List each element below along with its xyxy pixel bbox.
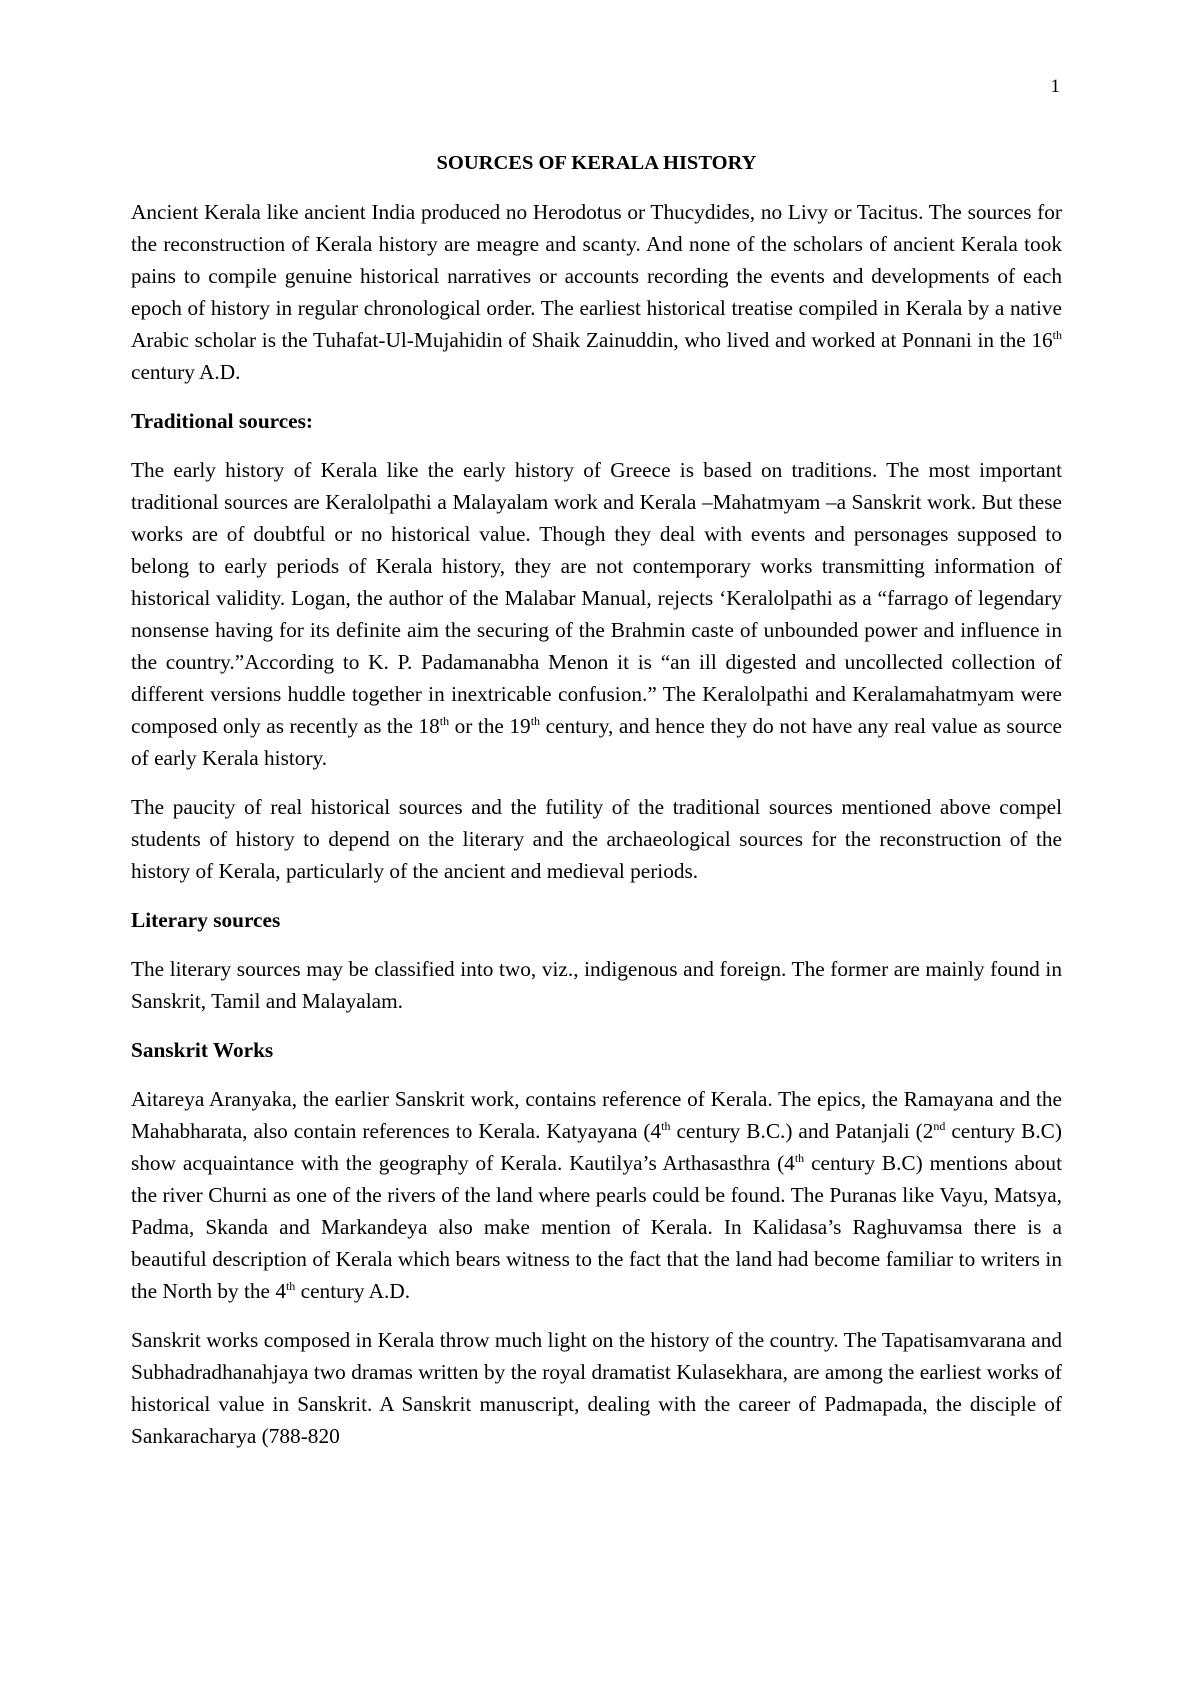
sanskrit-text-1: Aitareya Aranyaka, the earlier Sanskrit work, contains reference of Kerala. The epics, the Ramayana and the Mahabharata, also contain references to Kerala. Katyayana (4	[131, 1087, 1062, 1143]
superscript: th	[285, 1279, 296, 1293]
page-number: 1	[1050, 76, 1060, 97]
intro-text-2: century A.D.	[131, 360, 241, 384]
superscript: nd	[933, 1119, 946, 1133]
sanskrit-text-5: century A.D.	[295, 1279, 411, 1303]
intro-text-1: Ancient Kerala like ancient India produced no Herodotus or Thucydides, no Livy or Tacitus. The sources for the reconstruction of Kerala history are meagre and scanty. And none of the scholars of ancient Kerala took pains to compile genuine historical narratives or accounts recording the events and developments of each epoch of history in regular chronological order. The earliest historical treatise compiled in Kerala by a native Arabic scholar is the Tuhafat-Ul-Mujahidin of Shaik Zainuddin, who lived and worked at Ponnani in the 16	[131, 200, 1062, 352]
superscript: th	[794, 1151, 805, 1165]
heading-sanskrit-works: Sanskrit Works	[131, 1038, 274, 1062]
sanskrit-text-3: century B.C) show acquaintance with the geography of Kerala. Kautilya’s Arthasasthra (4	[131, 1119, 1062, 1175]
sanskrit-paragraph-2: Sanskrit works composed in Kerala throw much light on the history of the country. The Tapatisamvarana and Subhadradhanahjaya two dramas written by the royal dramatist Kulasekhara, are among the earliest works of historical value in Sanskrit. A Sanskrit manuscript, dealing with the career of Padmapada, the disciple of Sankaracharya (788-820	[131, 1328, 1062, 1448]
superscript: th	[661, 1119, 671, 1133]
superscript: th	[439, 714, 450, 728]
traditional-text-3: century, and hence they do not have any real value as source of early Kerala history.	[131, 714, 1062, 770]
sanskrit-text-2: century B.C.) and Patanjali (2	[670, 1119, 934, 1143]
traditional-paragraph-1	[131, 454, 1062, 774]
traditional-text-1: The early history of Kerala like the early history of Greece is based on traditions. The most important traditional sources are Keralolpathi a Malayalam work and Kerala –Mahatmyam –a Sanskrit work. But these works are of doubtful or no historical value. Though they deal with events and personages supposed to belong to early periods of Kerala history, they are not contemporary works transmitting information of historical validity. Logan, the author of the Malabar Manual, rejects ‘Keralolpathi as a “farrago of legendary nonsense having for its definite aim the securing of the Brahmin caste of unbounded power and influence in the country.”According to K. P. Padamanabha Menon it is “an ill digested and uncollected collection of different versions huddle together in inextricable confusion.” The Keralolpathi and Keralamahatmyam were composed only as recently as the 18	[131, 458, 1062, 738]
superscript: th	[530, 714, 541, 728]
traditional-paragraph-2: The paucity of real historical sources and the futility of the traditional sources mentioned above compel students of history to depend on the literary and the archaeological sources for the reconstruction of the history of Kerala, particularly of the ancient and medieval periods.	[131, 795, 1062, 883]
literary-paragraph: The literary sources may be classified into two, viz., indigenous and foreign. The former are mainly found in Sanskrit, Tamil and Malayalam.	[131, 957, 1062, 1013]
heading-traditional-sources: Traditional sources:	[131, 409, 314, 433]
intro-paragraph	[131, 196, 1062, 388]
superscript: th	[1052, 328, 1062, 342]
sanskrit-text-4: century B.C) mentions about the river Churni as one of the rivers of the land where pearls could be found. The Puranas like Vayu, Matsya, Padma, Skanda and Markandeya also make mention of Kerala. In Kalidasa’s Raghuvamsa there is a beautiful description of Kerala which bears witness to the fact that the land had become familiar to writers in the North by the 4	[131, 1151, 1062, 1303]
heading-literary-sources: Literary sources	[131, 908, 281, 932]
sanskrit-paragraph-1	[131, 1083, 1062, 1307]
traditional-text-2: or the 19	[449, 714, 531, 738]
page-title: SOURCES OF KERALA HISTORY	[436, 152, 757, 174]
document-body	[131, 147, 1062, 1469]
